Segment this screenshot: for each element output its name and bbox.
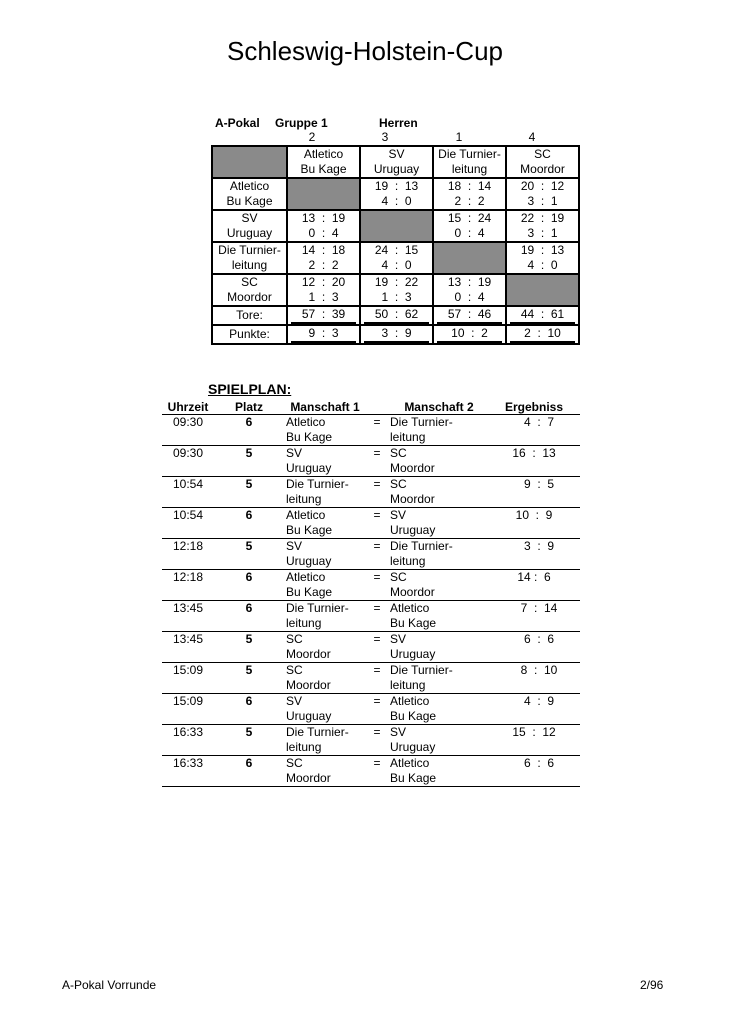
tore-cell: 57 : 46 <box>433 306 506 325</box>
schedule-row <box>162 694 580 725</box>
matrix-cell: 19 : 13 4 : 0 <box>506 242 579 274</box>
game-team-2: Die Turnier- leitung <box>390 539 488 570</box>
game-team-1: SV Uruguay <box>284 446 364 477</box>
game-versus: = <box>364 632 390 663</box>
game-versus: = <box>364 539 390 570</box>
game-team-2: SV Uruguay <box>390 632 488 663</box>
game-platz: 5 <box>214 539 284 570</box>
game-time: 10:54 <box>162 477 214 508</box>
schedule-table <box>162 399 580 787</box>
header-manschaft-2: Manschaft 2 <box>390 399 488 415</box>
game-team-1: Die Turnier- leitung <box>284 725 364 756</box>
game-result: 4 : 7 <box>488 415 580 446</box>
matrix-row <box>212 242 579 274</box>
matrix-cell: 20 : 12 3 : 1 <box>506 178 579 210</box>
game-result: 6 : 6 <box>488 632 580 663</box>
matrix-self-cell <box>360 210 433 242</box>
game-time: 13:45 <box>162 632 214 663</box>
row-team: SC Moordor <box>212 274 287 306</box>
column-number: 4 <box>528 130 536 144</box>
game-versus: = <box>364 756 390 787</box>
header-eq <box>364 399 390 415</box>
game-time: 10:54 <box>162 508 214 539</box>
game-time: 16:33 <box>162 756 214 787</box>
matrix-cell: 19 : 13 4 : 0 <box>360 178 433 210</box>
game-platz: 6 <box>214 508 284 539</box>
column-team: Atletico Bu Kage <box>287 146 360 178</box>
matrix-header-row <box>212 146 579 178</box>
schedule-row <box>162 446 580 477</box>
matrix-cell: 18 : 14 2 : 2 <box>433 178 506 210</box>
game-result: 6 : 6 <box>488 756 580 787</box>
schedule-row <box>162 477 580 508</box>
game-time: 16:33 <box>162 725 214 756</box>
footer-left: A-Pokal Vorrunde <box>62 978 157 992</box>
header-platz: Platz <box>214 399 284 415</box>
tore-label: Tore: <box>212 306 287 325</box>
schedule-row <box>162 415 580 446</box>
gruppe-label: Gruppe 1 <box>275 116 328 130</box>
game-team-2: SV Uruguay <box>390 725 488 756</box>
game-versus: = <box>364 694 390 725</box>
matrix-cell: 19 : 22 1 : 3 <box>360 274 433 306</box>
matrix-cell: 12 : 20 1 : 3 <box>287 274 360 306</box>
game-team-1: SV Uruguay <box>284 694 364 725</box>
row-team: Die Turnier- leitung <box>212 242 287 274</box>
klasse-label: Herren <box>379 116 418 130</box>
column-number: 3 <box>381 130 389 144</box>
game-time: 12:18 <box>162 539 214 570</box>
row-team: Atletico Bu Kage <box>212 178 287 210</box>
matrix-self-cell <box>287 178 360 210</box>
game-versus: = <box>364 601 390 632</box>
header-uhrzeit: Uhrzeit <box>162 399 214 415</box>
game-team-2: SV Uruguay <box>390 508 488 539</box>
game-platz: 6 <box>214 694 284 725</box>
header-ergebnis: Ergebniss <box>488 399 580 415</box>
game-team-1: Atletico Bu Kage <box>284 570 364 601</box>
game-versus: = <box>364 570 390 601</box>
matrix-self-cell <box>433 242 506 274</box>
game-result: 9 : 5 <box>488 477 580 508</box>
game-team-1: Die Turnier- leitung <box>284 477 364 508</box>
punkte-cell: 10 : 2 <box>433 325 506 344</box>
spielplan-title: SPIELPLAN: <box>208 381 292 397</box>
punkte-row <box>212 325 579 344</box>
column-number: 1 <box>455 130 463 144</box>
game-result: 14 : 6 <box>488 570 580 601</box>
game-time: 15:09 <box>162 663 214 694</box>
schedule-row <box>162 508 580 539</box>
header-manschaft-1: Manschaft 1 <box>284 399 364 415</box>
game-versus: = <box>364 477 390 508</box>
matrix-cell: 14 : 18 2 : 2 <box>287 242 360 274</box>
game-result: 4 : 9 <box>488 694 580 725</box>
game-team-1: Atletico Bu Kage <box>284 508 364 539</box>
matrix-cell: 15 : 24 0 : 4 <box>433 210 506 242</box>
matrix-cell: 24 : 15 4 : 0 <box>360 242 433 274</box>
matrix-self-cell <box>506 274 579 306</box>
game-time: 09:30 <box>162 446 214 477</box>
game-result: 8 : 10 <box>488 663 580 694</box>
game-result: 10 : 9 <box>488 508 580 539</box>
game-versus: = <box>364 663 390 694</box>
game-team-1: Atletico Bu Kage <box>284 415 364 446</box>
column-team: SC Moordor <box>506 146 579 178</box>
schedule-row <box>162 725 580 756</box>
results-matrix <box>211 145 580 345</box>
game-result: 3 : 9 <box>488 539 580 570</box>
column-team: SV Uruguay <box>360 146 433 178</box>
footer-page: 2/96 <box>640 978 664 992</box>
game-platz: 5 <box>214 477 284 508</box>
game-team-1: SC Moordor <box>284 632 364 663</box>
game-platz: 6 <box>214 601 284 632</box>
game-team-1: Die Turnier- leitung <box>284 601 364 632</box>
game-platz: 5 <box>214 663 284 694</box>
punkte-cell: 3 : 9 <box>360 325 433 344</box>
game-time: 12:18 <box>162 570 214 601</box>
game-versus: = <box>364 446 390 477</box>
game-time: 09:30 <box>162 415 214 446</box>
column-team: Die Turnier- leitung <box>433 146 506 178</box>
game-result: 7 : 14 <box>488 601 580 632</box>
game-platz: 5 <box>214 725 284 756</box>
game-versus: = <box>364 415 390 446</box>
matrix-row <box>212 178 579 210</box>
tore-cell: 44 : 61 <box>506 306 579 325</box>
game-versus: = <box>364 725 390 756</box>
pokal-label: A-Pokal <box>215 116 260 130</box>
game-team-2: Atletico Bu Kage <box>390 601 488 632</box>
game-team-2: SC Moordor <box>390 570 488 601</box>
game-team-1: SV Uruguay <box>284 539 364 570</box>
punkte-cell: 9 : 3 <box>287 325 360 344</box>
matrix-row <box>212 210 579 242</box>
game-result: 16 : 13 <box>488 446 580 477</box>
game-platz: 5 <box>214 632 284 663</box>
column-number: 2 <box>308 130 316 144</box>
game-versus: = <box>364 508 390 539</box>
game-team-2: Atletico Bu Kage <box>390 694 488 725</box>
schedule-row <box>162 756 580 787</box>
page-title: Schleswig-Holstein-Cup <box>227 36 503 66</box>
matrix-cell: 13 : 19 0 : 4 <box>287 210 360 242</box>
matrix-corner <box>212 146 287 178</box>
matrix-row <box>212 274 579 306</box>
tore-cell: 50 : 62 <box>360 306 433 325</box>
matrix-cell: 22 : 19 3 : 1 <box>506 210 579 242</box>
game-team-2: SC Moordor <box>390 446 488 477</box>
game-team-1: SC Moordor <box>284 663 364 694</box>
game-platz: 6 <box>214 415 284 446</box>
row-team: SV Uruguay <box>212 210 287 242</box>
game-platz: 6 <box>214 756 284 787</box>
schedule-header-row <box>162 399 580 415</box>
matrix-cell: 13 : 19 0 : 4 <box>433 274 506 306</box>
tore-cell: 57 : 39 <box>287 306 360 325</box>
game-team-2: SC Moordor <box>390 477 488 508</box>
punkte-label: Punkte: <box>212 325 287 344</box>
game-team-1: SC Moordor <box>284 756 364 787</box>
game-platz: 5 <box>214 446 284 477</box>
schedule-row <box>162 570 580 601</box>
game-time: 13:45 <box>162 601 214 632</box>
tore-row <box>212 306 579 325</box>
game-team-2: Die Turnier- leitung <box>390 415 488 446</box>
schedule-row <box>162 632 580 663</box>
punkte-cell: 2 : 10 <box>506 325 579 344</box>
schedule-row <box>162 601 580 632</box>
schedule-row <box>162 663 580 694</box>
game-result: 15 : 12 <box>488 725 580 756</box>
game-platz: 6 <box>214 570 284 601</box>
schedule-row <box>162 539 580 570</box>
game-time: 15:09 <box>162 694 214 725</box>
game-team-2: Die Turnier- leitung <box>390 663 488 694</box>
game-team-2: Atletico Bu Kage <box>390 756 488 787</box>
